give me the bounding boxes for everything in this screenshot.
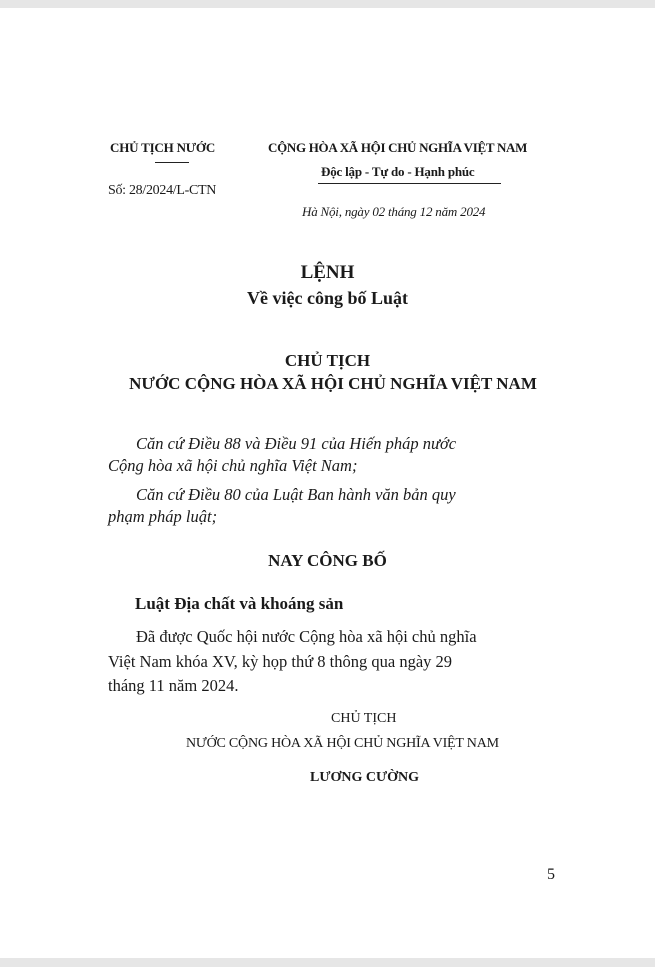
passage-line: Việt Nam khóa XV, kỳ họp thứ 8 thông qua ngày 29: [108, 652, 453, 671]
page-number: 5: [547, 866, 555, 883]
legal-basis-line: Căn cứ Điều 88 và Điều 91 của Hiến pháp nước: [136, 434, 457, 453]
document-number: Số: 28/2024/L-CTN: [108, 183, 217, 198]
passage-line: tháng 11 năm 2024.: [108, 676, 239, 695]
issuer-heading-line2: NƯỚC CỘNG HÒA XÃ HỘI CHỦ NGHĨA VIỆT NAM: [129, 374, 537, 393]
document-subtitle: Về việc công bố Luật: [247, 288, 408, 308]
motto-underline: [318, 183, 501, 184]
nation-name: CỘNG HÒA XÃ HỘI CHỦ NGHĨA VIỆT NAM: [268, 140, 528, 155]
document-title: LỆNH: [300, 262, 355, 283]
passage-line: Đã được Quốc hội nước Cộng hòa xã hội chủ nghĩa: [136, 627, 477, 646]
law-name: Luật Địa chất và khoáng sản: [135, 594, 344, 613]
issuer-heading-line1: CHỦ TỊCH: [284, 351, 371, 370]
issuer-title: CHỦ TỊCH NƯỚC: [110, 140, 216, 155]
national-motto: Độc lập - Tự do - Hạnh phúc: [321, 164, 475, 179]
issuer-underline: [155, 162, 189, 163]
declaration-heading: NAY CÔNG BỐ: [268, 551, 387, 570]
signer-name: LƯƠNG CƯỜNG: [310, 770, 420, 785]
legal-basis-line: Căn cứ Điều 80 của Luật Ban hành văn bản quy: [136, 485, 456, 504]
place-and-date: Hà Nội, ngày 02 tháng 12 năm 2024: [302, 204, 486, 219]
signer-title: CHỦ TỊCH: [331, 711, 397, 726]
document-page: [0, 8, 655, 958]
signer-organization: NƯỚC CỘNG HÒA XÃ HỘI CHỦ NGHĨA VIỆT NAM: [186, 736, 499, 751]
legal-basis-line: Cộng hòa xã hội chủ nghĩa Việt Nam;: [108, 456, 358, 475]
legal-basis-line: phạm pháp luật;: [108, 507, 218, 526]
